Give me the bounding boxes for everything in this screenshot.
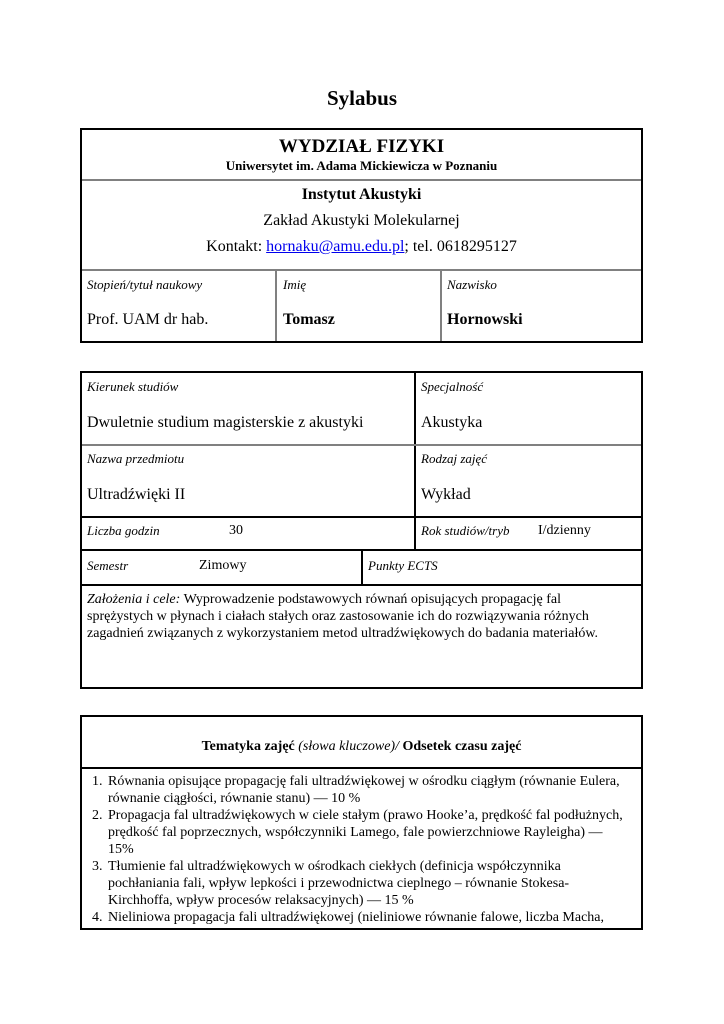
contact-phone: ; tel. 0618295127 bbox=[404, 238, 517, 255]
topic-item: 1. Równania opisujące propagację fali ultradźwiękowej w ośrodku ciągłym (równanie Eulera, równanie ciągłości, równanie stanu) — 10 % bbox=[106, 773, 624, 807]
title-label: Stopień/tytuł naukowy bbox=[87, 277, 203, 292]
contact-line bbox=[82, 238, 641, 256]
semester-label: Semestr bbox=[87, 558, 129, 573]
semester-value: Zimowy bbox=[199, 558, 247, 573]
title-value: Prof. UAM dr hab. bbox=[87, 311, 209, 328]
field-value: Dwuletnie studium magisterskie z akustyki bbox=[87, 414, 364, 431]
year-label: Rok studiów/tryb bbox=[421, 523, 510, 538]
first-name-label: Imię bbox=[283, 277, 307, 292]
goals-text: Wyprowadzenie podstawowych równań opisujących propagację fal sprężystych w płynach i ciałach stałych oraz zastosowanie ich do rozwiązywania różnych zagadnień związanych z wykorzystaniem metod ultradźwiękowych do badania materiałów. bbox=[87, 592, 599, 641]
subject-value: Ultradźwięki II bbox=[87, 486, 186, 503]
last-name-label: Nazwisko bbox=[447, 277, 497, 292]
first-name-value: Tomasz bbox=[283, 311, 335, 328]
university-name: Uniwersytet im. Adama Mickiewicza w Poznaniu bbox=[225, 158, 498, 173]
class-type-label: Rodzaj zajęć bbox=[421, 451, 488, 466]
hours-label: Liczba godzin bbox=[87, 523, 160, 538]
contact-email-link[interactable]: hornaku@amu.edu.pl bbox=[266, 238, 405, 255]
topic-item: 4. Nieliniowa propagacja fali ultradźwiękowej (nieliniowe równanie falowe, liczba Macha, bbox=[106, 909, 624, 926]
faculty-name: WYDZIAŁ FIZYKI bbox=[278, 136, 445, 157]
topics-header-bold: Tematyka zajęć bbox=[201, 739, 295, 754]
goals-label: Założenia i cele: bbox=[87, 592, 181, 607]
institute-name: Instytut Akustyki bbox=[301, 186, 422, 203]
subject-label: Nazwa przedmiotu bbox=[87, 451, 185, 466]
specialty-label: Specjalność bbox=[421, 379, 484, 394]
topics-header-italic: (słowa kluczowe)/ bbox=[294, 739, 399, 754]
class-type-value: Wykład bbox=[421, 486, 471, 503]
last-name-value: Hornowski bbox=[447, 311, 523, 328]
header-box bbox=[80, 128, 643, 343]
topics-header bbox=[82, 739, 641, 755]
specialty-value: Akustyka bbox=[421, 414, 483, 431]
topics-list bbox=[84, 773, 624, 926]
department-name: Zakład Akustyki Molekularnej bbox=[263, 212, 460, 229]
contact-label: Kontakt: bbox=[206, 238, 267, 255]
topic-item: 3. Tłumienie fal ultradźwiękowych w ośrodkach ciekłych (definicja współczynnika pochłaniania fali, wpływ lepkości i przewodnictwa cieplnego – równanie Stokesa-Kirchhoffa, wpływ procesów relaksacyjnych) — 15 % bbox=[106, 858, 624, 909]
course-box bbox=[80, 371, 643, 689]
topics-header-bold2: Odsetek czasu zajęć bbox=[398, 739, 522, 754]
goals-paragraph bbox=[87, 591, 617, 642]
document-title: Sylabus bbox=[326, 86, 398, 110]
year-value: I/dzienny bbox=[538, 523, 591, 538]
topic-item: 2. Propagacja fal ultradźwiękowych w ciele stałym (prawo Hooke’a, prędkość fal podłużnych, prędkość fal poprzecznych, współczynniki Lamego, fale powierzchniowe Rayleigha) — 15% bbox=[106, 807, 624, 858]
hours-value: 30 bbox=[229, 523, 243, 538]
field-label: Kierunek studiów bbox=[87, 379, 179, 394]
ects-label: Punkty ECTS bbox=[368, 558, 438, 573]
